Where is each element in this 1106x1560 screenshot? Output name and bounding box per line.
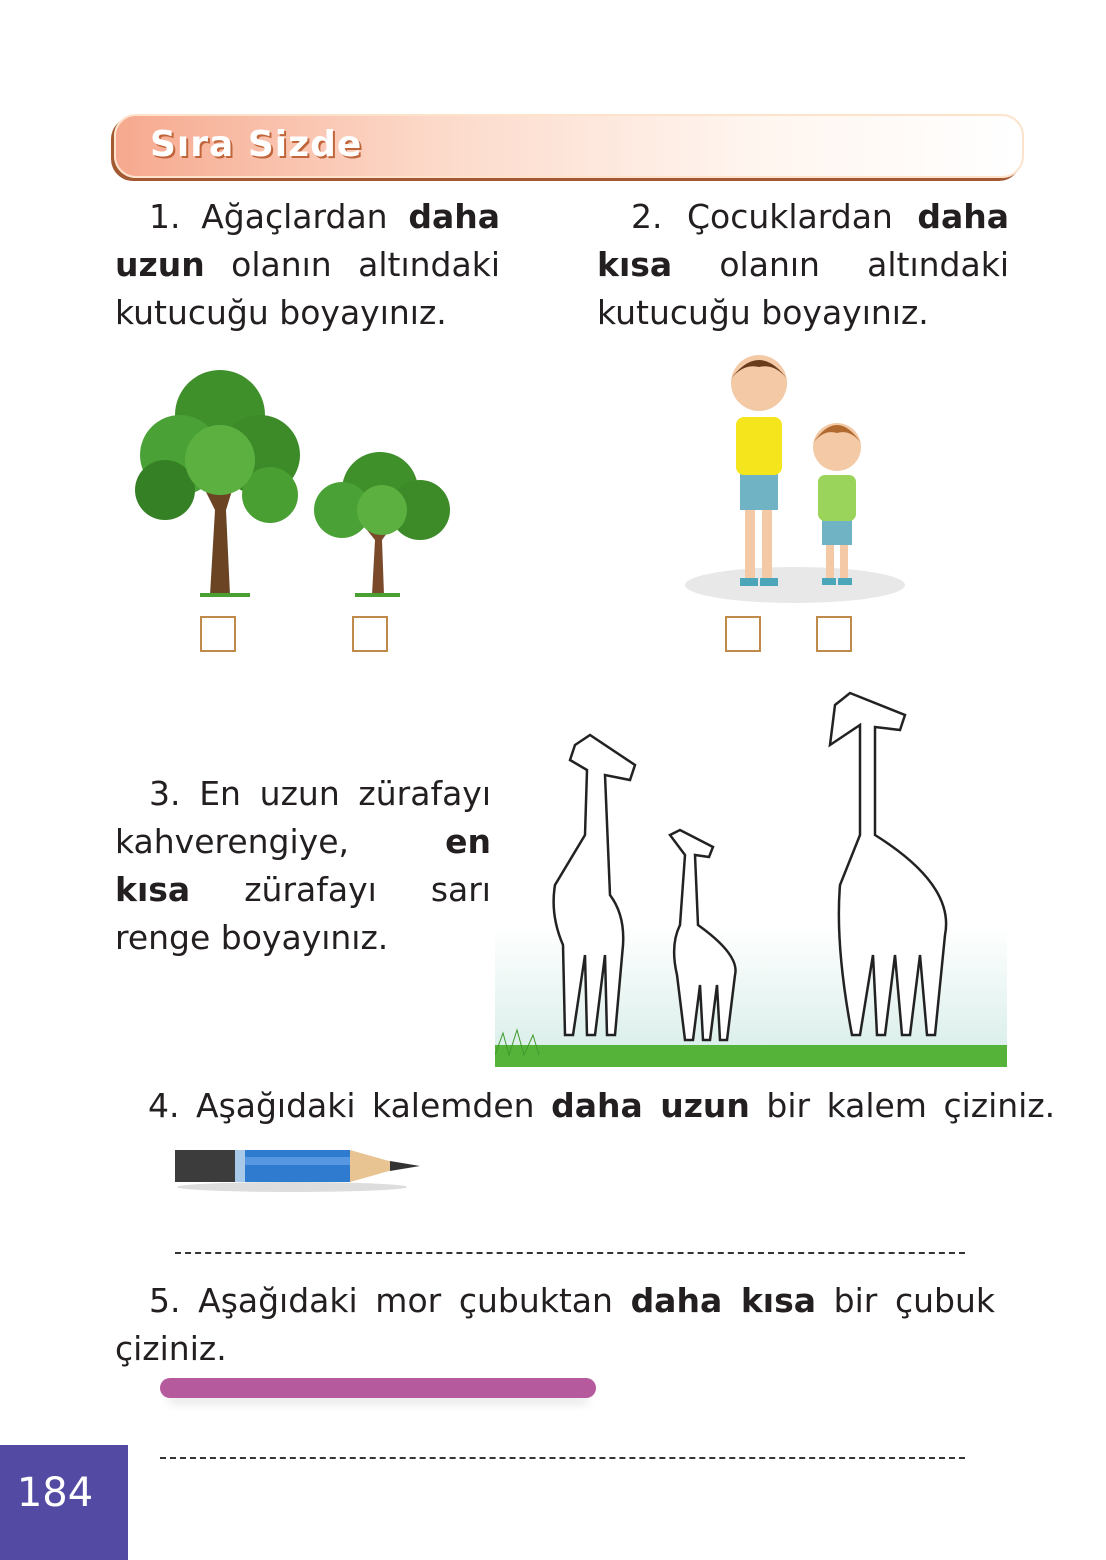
short-tree <box>314 452 450 595</box>
question-number: 1. <box>149 197 181 236</box>
question-text: En uzun zürafayı kahverengiye, <box>115 774 491 861</box>
question-4 <box>148 1082 1055 1130</box>
tall-tree-checkbox[interactable] <box>200 616 236 652</box>
tall-tree <box>135 370 300 595</box>
page-number: 184 <box>16 1470 94 1516</box>
question-emphasis: daha kısa <box>630 1281 817 1320</box>
question-text: olanın altındaki kutucuğu boyayınız. <box>597 245 1009 332</box>
purple-bar <box>160 1378 596 1398</box>
question-text: Aşağıdaki kalemden <box>196 1086 535 1125</box>
question-emphasis: daha uzun <box>115 197 500 284</box>
question-text: bir kalem çiziniz. <box>766 1086 1056 1125</box>
question-1 <box>115 193 500 337</box>
question-5 <box>115 1277 995 1373</box>
section-title: Sıra Sizde <box>150 124 363 165</box>
short-child <box>813 423 861 585</box>
trees-illustration <box>120 360 460 600</box>
question-number: 5. <box>149 1281 181 1320</box>
question-number: 4. <box>148 1086 180 1125</box>
answer-line-5[interactable] <box>160 1457 965 1459</box>
short-child-checkbox[interactable] <box>816 616 852 652</box>
question-number: 3. <box>149 774 181 813</box>
question-text: Ağaçlardan <box>201 197 388 236</box>
question-emphasis: daha uzun <box>551 1086 750 1125</box>
question-text: Çocuklardan <box>686 197 893 236</box>
pencil-illustration <box>172 1145 422 1195</box>
giraffes-illustration <box>495 685 1007 1070</box>
question-emphasis: daha kısa <box>597 197 1009 284</box>
question-2 <box>597 193 1009 337</box>
question-text: zürafayı sarı renge boyayınız. <box>115 870 491 957</box>
answer-line-4[interactable] <box>175 1252 965 1254</box>
question-emphasis: en kısa <box>115 822 491 909</box>
short-tree-checkbox[interactable] <box>352 616 388 652</box>
children-illustration <box>680 345 910 610</box>
tall-child-checkbox[interactable] <box>725 616 761 652</box>
question-3 <box>115 770 491 962</box>
question-text: olanın altındaki kutucuğu boyayınız. <box>115 245 500 332</box>
question-text: bir çubuk çiziniz. <box>115 1281 995 1368</box>
tall-child <box>730 355 788 586</box>
question-number: 2. <box>631 197 663 236</box>
question-text: Aşağıdaki mor çubuktan <box>198 1281 613 1320</box>
